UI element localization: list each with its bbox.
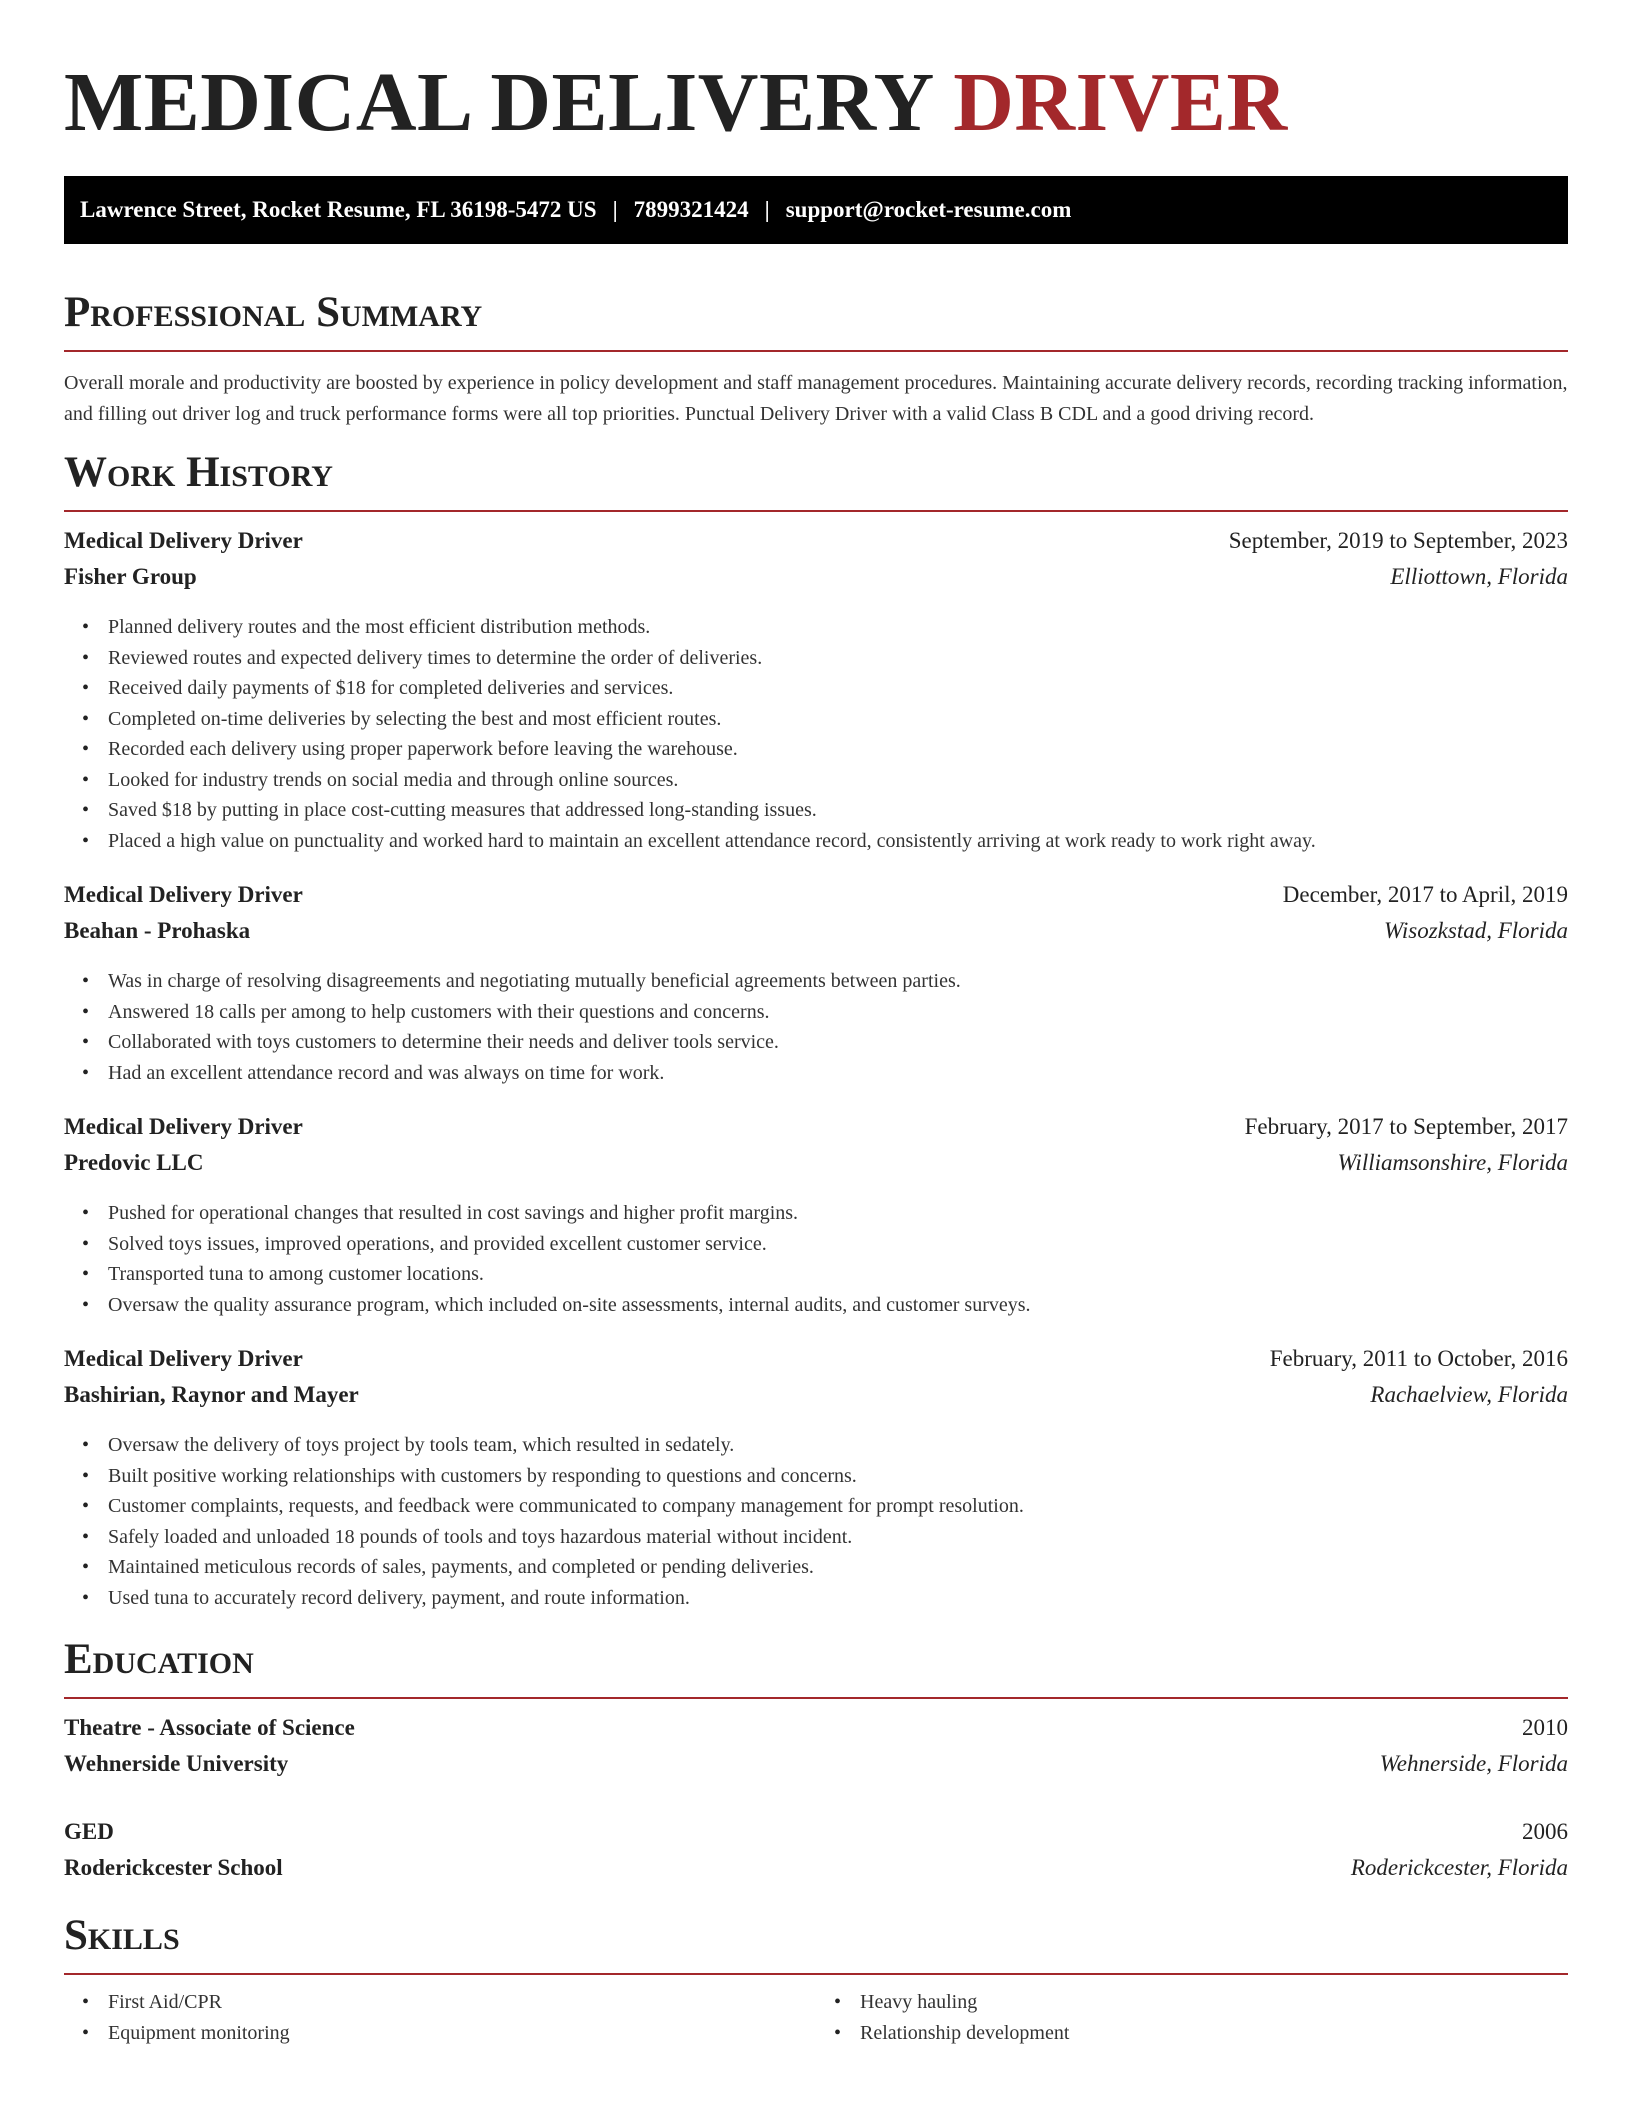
skills-list-left [64,1987,816,2048]
list-item: • Placed a high value on punctuality and worked hard to maintain an excellent attendance record, consistently arriving at work ready to work right away. [108,826,1568,857]
skills-list-right [816,1987,1568,2048]
contact-bar [64,176,1568,244]
list-item: • Pushed for operational changes that resulted in cost savings and higher profit margins. [108,1198,1568,1229]
job-location: Wisozkstad, Florida [1383,918,1568,943]
list-item: • Heavy hauling [860,1987,1568,2018]
job-location: Rachaelview, Florida [1370,1382,1568,1407]
list-item: • Safely loaded and unloaded 18 pounds of tools and toys hazardous material without incident. [108,1522,1568,1553]
title-main: MEDICAL DELIVERY [64,56,932,149]
list-item: • Had an excellent attendance record and was always on time for work. [108,1058,1568,1089]
job-title: Medical Delivery Driver [64,1114,303,1139]
list-item: • Used tuna to accurately record delivery, payment, and route information. [108,1583,1568,1614]
education-year: 2010 [1522,1715,1568,1740]
job-title: Medical Delivery Driver [64,528,303,553]
list-item: • Completed on-time deliveries by selecting the best and most efficient routes. [108,704,1568,735]
education-location: Roderickcester, Florida [1350,1855,1568,1880]
section-heading: Professional Summary [64,289,483,336]
section-heading: Education [64,1636,254,1683]
education-header-row [64,1819,1568,1855]
job-bullets [64,966,1568,1088]
list-item: • Solved toys issues, improved operations, and provided excellent customer service. [108,1229,1568,1260]
section-heading: Work History [64,449,333,496]
job-header-row [64,1346,1568,1382]
list-item: • Received daily payments of $18 for completed deliveries and services. [108,673,1568,704]
job-title: Medical Delivery Driver [64,882,303,907]
job-company: Predovic LLC [64,1150,204,1175]
education-school: Wehnerside University [64,1751,289,1776]
education-section [64,1635,1568,1891]
section-divider [64,1697,1568,1699]
list-item: • Planned delivery routes and the most efficient distribution methods. [108,612,1568,643]
list-item: • Oversaw the quality assurance program, which included on-site assessments, internal audits, and customer surveys. [108,1290,1568,1321]
list-item: • Looked for industry trends on social media and through online sources. [108,765,1568,796]
education-header-row [64,1715,1568,1751]
list-item: • Transported tuna to among customer locations. [108,1259,1568,1290]
job-company-row [64,564,1568,600]
list-item: • Collaborated with toys customers to determine their needs and deliver tools service. [108,1027,1568,1058]
job-company: Beahan - Prohaska [64,918,251,943]
list-item: • Built positive working relationships with customers by responding to questions and concerns. [108,1461,1568,1492]
education-degree: Theatre - Associate of Science [64,1715,355,1740]
list-item: • Equipment monitoring [108,2018,816,2049]
education-entry [64,1819,1568,1891]
list-item: • Reviewed routes and expected delivery times to determine the order of deliveries. [108,643,1568,674]
contact-separator: | [612,197,618,222]
job-dates: December, 2017 to April, 2019 [1282,882,1568,907]
section-divider [64,350,1568,352]
skills-section [64,1911,1568,2048]
job-title: Medical Delivery Driver [64,1346,303,1371]
job-location: Williamsonshire, Florida [1337,1150,1568,1175]
job-bullets [64,1430,1568,1613]
list-item: • Saved $18 by putting in place cost-cutting measures that addressed long-standing issues. [108,795,1568,826]
job-dates: February, 2017 to September, 2017 [1244,1114,1568,1139]
job-bullets [64,1198,1568,1320]
education-school: Roderickcester School [64,1855,283,1880]
list-item: • Customer complaints, requests, and feedback were communicated to company management for prompt resolution. [108,1491,1568,1522]
section-divider [64,510,1568,512]
skills-columns [64,1975,1568,2048]
summary-section [64,288,1568,430]
job-company-row [64,918,1568,954]
contact-address: Lawrence Street, Rocket Resume, FL 36198-5472 US [80,197,597,222]
education-year: 2006 [1522,1819,1568,1844]
job-dates: February, 2011 to October, 2016 [1269,1346,1568,1371]
list-item: • First Aid/CPR [108,1987,816,2018]
job-entry [64,528,1568,856]
education-school-row [64,1751,1568,1787]
job-entry [64,882,1568,1088]
education-degree: GED [64,1819,114,1844]
job-header-row [64,882,1568,918]
job-company-row [64,1382,1568,1418]
job-company: Bashirian, Raynor and Mayer [64,1382,359,1407]
job-location: Elliottown, Florida [1390,564,1568,589]
job-dates: September, 2019 to September, 2023 [1228,528,1568,553]
list-item: • Relationship development [860,2018,1568,2049]
education-location: Wehnerside, Florida [1379,1751,1568,1776]
contact-separator: | [764,197,770,222]
list-item: • Recorded each delivery using proper paperwork before leaving the warehouse. [108,734,1568,765]
job-header-row [64,1114,1568,1150]
list-item: • Answered 18 calls per among to help customers with their questions and concerns. [108,997,1568,1028]
resume-title [64,0,1568,148]
education-entry [64,1715,1568,1787]
list-item: • Was in charge of resolving disagreements and negotiating mutually beneficial agreements between parties. [108,966,1568,997]
job-company: Fisher Group [64,564,197,589]
summary-text: Overall morale and productivity are boosted by experience in policy development and staff management procedures. Maintaining accurate delivery records, recording tracking information, and filling out driver log and truck performance forms were all top priorities. Punctual Delivery Driver with a valid Class B CDL and a good driving record. [64,372,1568,425]
contact-email[interactable]: support@rocket-resume.com [785,197,1072,222]
contact-phone[interactable]: 7899321424 [633,197,749,222]
title-accent: DRIVER [953,56,1288,149]
list-item: • Maintained meticulous records of sales, payments, and completed or pending deliveries. [108,1552,1568,1583]
education-school-row [64,1855,1568,1891]
work-history-section [64,448,1568,1613]
job-bullets [64,612,1568,856]
job-company-row [64,1150,1568,1186]
section-heading: Skills [64,1912,180,1959]
job-entry [64,1346,1568,1613]
list-item: • Oversaw the delivery of toys project by tools team, which resulted in sedately. [108,1430,1568,1461]
job-header-row [64,528,1568,564]
job-entry [64,1114,1568,1320]
